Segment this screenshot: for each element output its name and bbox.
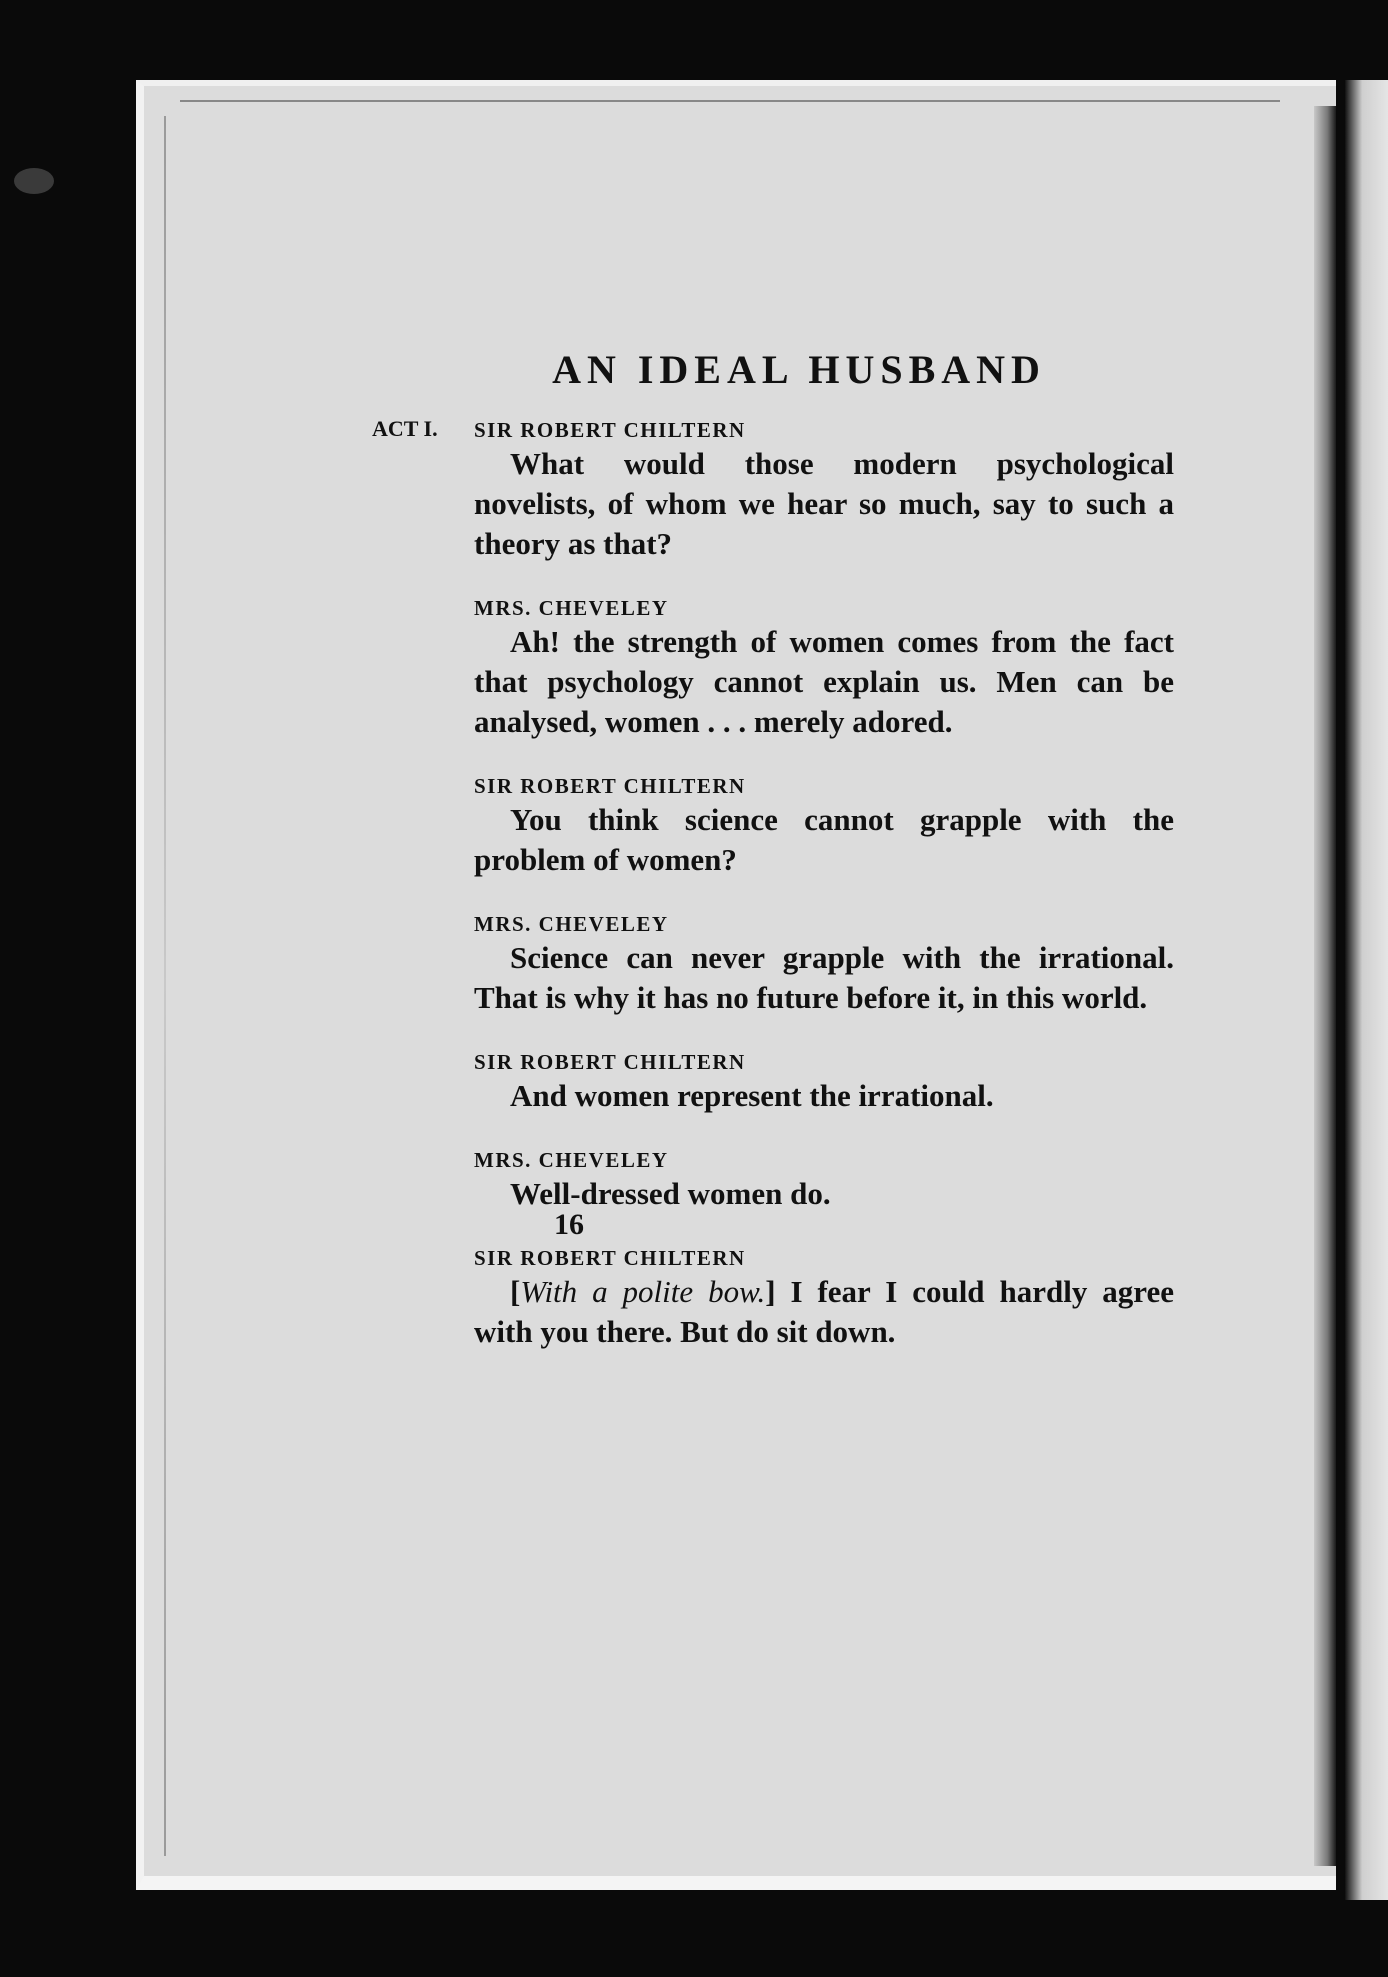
page-top-rule (180, 100, 1280, 102)
speech-text-with-stage-direction: [With a polite bow.] I fear I could hardly agree with you there. But do sit down. (474, 1274, 1174, 1349)
page-number: 16 (554, 1208, 584, 1241)
speech-text: What would those modern psychological novelists, of whom we hear so much, say to such a theory as that? (474, 446, 1174, 561)
running-title: AN IDEAL HUSBAND (552, 347, 1046, 392)
speech-text: Ah! the strength of women comes from the fact that psychology cannot explain us. Men can be analysed, women . . . merely adored. (474, 624, 1174, 739)
adjacent-page-edge (1345, 80, 1388, 1900)
speaker-name: MRS. CHEVELEY (474, 1148, 669, 1172)
speech-text: You think science cannot grapple with the problem of women? (474, 802, 1174, 877)
speech-text: I fear I could hardly agree with you there. But do sit down. (474, 1274, 1174, 1349)
speech-text: And women represent the irrational. (510, 1078, 994, 1113)
speech-text: Science can never grapple with the irrational. That is why it has no future before it, in this world. (474, 940, 1174, 1015)
speaker-name: SIR ROBERT CHILTERN (474, 1246, 746, 1270)
speaker-name: MRS. CHEVELEY (474, 596, 669, 620)
speaker-name: SIR ROBERT CHILTERN (474, 1050, 746, 1074)
stage-direction: With a polite bow. (520, 1274, 766, 1309)
speech-text: Well-dressed women do. (510, 1176, 831, 1211)
speaker-name: SIR ROBERT CHILTERN (474, 774, 746, 798)
speaker-name: MRS. CHEVELEY (474, 912, 669, 936)
scan-speck (14, 168, 54, 194)
speaker-name: SIR ROBERT CHILTERN (474, 418, 746, 442)
act-label: ACT I. (372, 416, 438, 441)
book-page (136, 80, 1336, 1890)
